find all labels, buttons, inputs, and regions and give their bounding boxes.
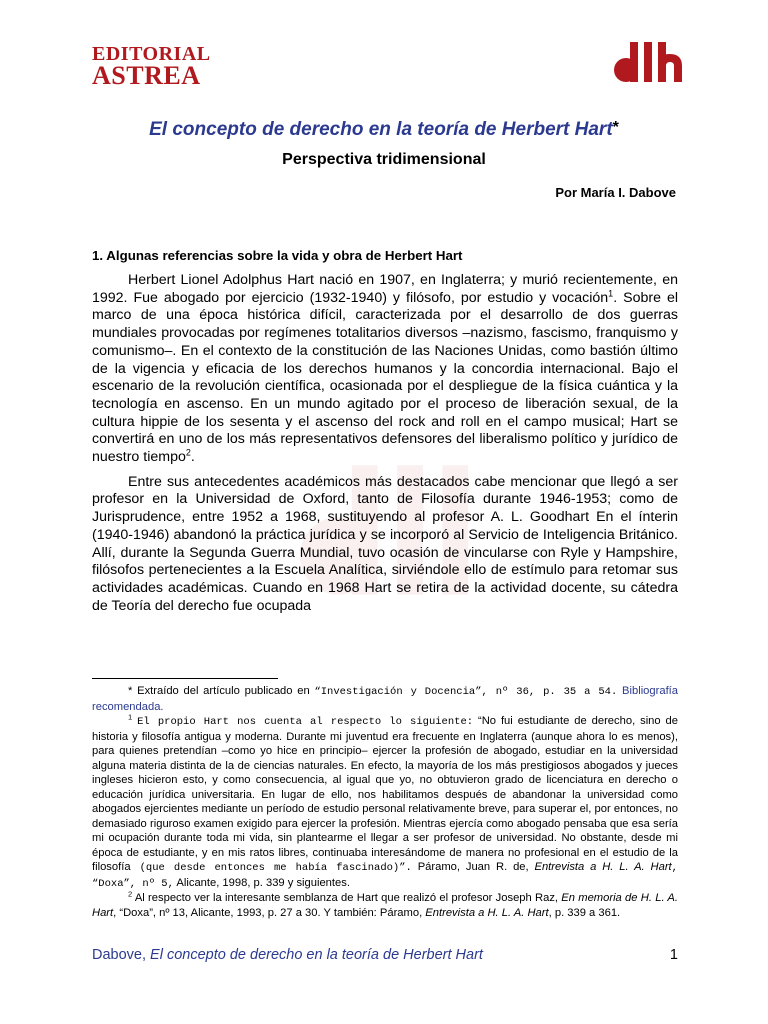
footnote-2 bbox=[92, 891, 678, 920]
document-subtitle: Perspectiva tridimensional bbox=[282, 151, 486, 168]
footer-author: Dabove, bbox=[92, 947, 151, 963]
p1-part-b: . Sobre el marco de una época histórica difícil, caracterizada por el desarrollo de dos guerras mundiales provocadas por regímenes totalitarios diversos –nazismo, fascismo, franquismo y comunismo–. En el contexto de la constitución de las Naciones Unidas, como bastión último de la vigencia y eficacia de los derechos humanos y la concordia internacional. Bajo el escenario de la revolución científica, ocasionada por el despliegue de la física cuántica y la tecnología en ascenso. En un mundo agitado por el proceso de liberación sexual, de la cultura hippie de los sesenta y el ascenso del rock and roll en el campo musical; Hart se convertirá en uno de los más representativos defensores del liberalismo político y jurídico de nuestro tiempo bbox=[92, 289, 678, 466]
section-heading: 1. Algunas referencias sobre la vida y obra de Herbert Hart bbox=[92, 248, 463, 263]
fn1-quote: “No fui estudiante de derecho, sino de historia y filosofía antigua y moderna. Durante mi juventud era frecuente en Inglaterra (aunque ahora lo es menos), para quienes pretendían –como yo hice en principio– ejercer la profesión de abogado, estudiar en la universidad alguna materia distinta de la de ciencias naturales. En efecto, la mayoría de los más prestigiosos abogados y jueces ingleses hicieron esto, y como consecuencia, al igual que yo, no obtuvieron grado de licenciatura en derecho o educación jurídica universitaria. En lugar de ello, nos habilitamos después de abandonar la universidad como abogados ejercientes mediante un período de estudio personal relativamente breve, para superar el, por entonces, no demasiado riguroso examen exigido para ejercer la profesión. Mientras ejercía como abogado pensaba que esa sería mi ocupación durante toda mi vida, sin plantearme el llegar a ser profesor de universidad. No obstante, desde mi época de estudiante, y en mis ratos libres, continuaba interesándome de manera no profesional en el estudio de la filosofía bbox=[92, 715, 679, 873]
paragraph-2: Entre sus antecedentes académicos más destacados cabe mencionar que llegó a ser profesor en la Universidad de Oxford, tanto de Filosofía durante 1946-1953; como de Jurisprudence, entre 1952 a 1968, sustituyendo al profesor A. L. Goodhart En el ínterin (1940-1946) abandonó la práctica jurídica y se incorporó al Servicio de Inteligencia Británico. Allí, durante la Segunda Guerra Mundial, tuvo ocasión de vincularse con Ryle y Hampshire, filósofos pertenecientes a la Escuela Analítica, sirviéndole ello de estímulo para retomar sus actividades académicas. Cuando en 1968 Hart se retira de la actividad docente, su cátedra de Teoría del derecho fue ocupada bbox=[92, 473, 678, 614]
footnote-divider bbox=[92, 678, 278, 679]
fn1-pages: Alicante, 1998, p. 339 y siguientes. bbox=[173, 876, 350, 889]
fn0-text: Extraído del artículo publicado en bbox=[137, 685, 315, 697]
footnote-star bbox=[92, 684, 678, 714]
fn2-pages: , p. 339 a 361. bbox=[548, 906, 621, 919]
fn2-work: En memoria de H. L. A. Hart bbox=[92, 892, 678, 919]
footer-citation bbox=[92, 947, 483, 963]
logo-line2: ASTREA bbox=[92, 61, 201, 90]
footnotes bbox=[92, 684, 678, 920]
page-number: 1 bbox=[669, 947, 678, 963]
document-title bbox=[0, 119, 768, 141]
publisher-logo bbox=[92, 44, 211, 89]
p1-part-a: Herbert Lionel Adolphus Hart nació en 1907, en Inglaterra; y murió recientemente, en 1992. Fue abogado por ejercicio (1932-1940) y filósofo, por estudio y vocación bbox=[92, 272, 678, 306]
title-footnote-mark: * bbox=[612, 119, 619, 136]
author-line: Por María I. Dabove bbox=[555, 185, 676, 200]
footer-title: El concepto de derecho en la teoría de Herbert Hart bbox=[150, 947, 483, 963]
dh-monogram-icon bbox=[614, 42, 682, 82]
fn1-quote-end: (que desde entonces me había fascinado)”. bbox=[130, 862, 412, 874]
fn2-text: Al respecto ver la interesante semblanza de Hart que realizó el profesor Joseph Raz, bbox=[132, 892, 562, 904]
footnote-ref-2[interactable]: 2 bbox=[185, 447, 191, 458]
fn1-ref: Páramo, Juan R. de, bbox=[411, 861, 535, 873]
title-text: El concepto de derecho en la teoría de Herbert Hart bbox=[149, 119, 613, 140]
logo-line1: EDITORIAL bbox=[92, 43, 211, 65]
fn1-intro: El propio Hart nos cuenta al respecto lo siguiente: bbox=[137, 716, 474, 728]
body-text bbox=[92, 272, 678, 615]
page-footer bbox=[92, 947, 678, 963]
fn2-work2: Entrevista a H. L. A. Hart bbox=[425, 906, 549, 919]
bibliography-link[interactable]: Bibliografía recomendada. bbox=[92, 685, 679, 713]
fn0-source: “Investigación y Docencia”, nº 36, p. 35 a 54. bbox=[314, 686, 618, 698]
p1-part-c: . bbox=[190, 449, 195, 466]
footnote-1 bbox=[92, 714, 678, 891]
fn2-journal: , “Doxa”, nº 13, bbox=[113, 906, 189, 919]
fn1-work: Entrevista a H. L. A. Hart bbox=[534, 861, 672, 873]
paragraph-1 bbox=[92, 272, 678, 467]
fn1-journal: , “Doxa”, nº 5, bbox=[92, 862, 678, 890]
fn0-mark: * bbox=[128, 685, 133, 697]
fn2-num: 2 bbox=[128, 889, 133, 899]
footnote-ref-1[interactable]: 1 bbox=[608, 287, 614, 298]
fn2-ref: Alicante, 1993, p. 27 a 30. Y también: Páramo, bbox=[188, 906, 426, 919]
fn1-num: 1 bbox=[128, 712, 133, 722]
